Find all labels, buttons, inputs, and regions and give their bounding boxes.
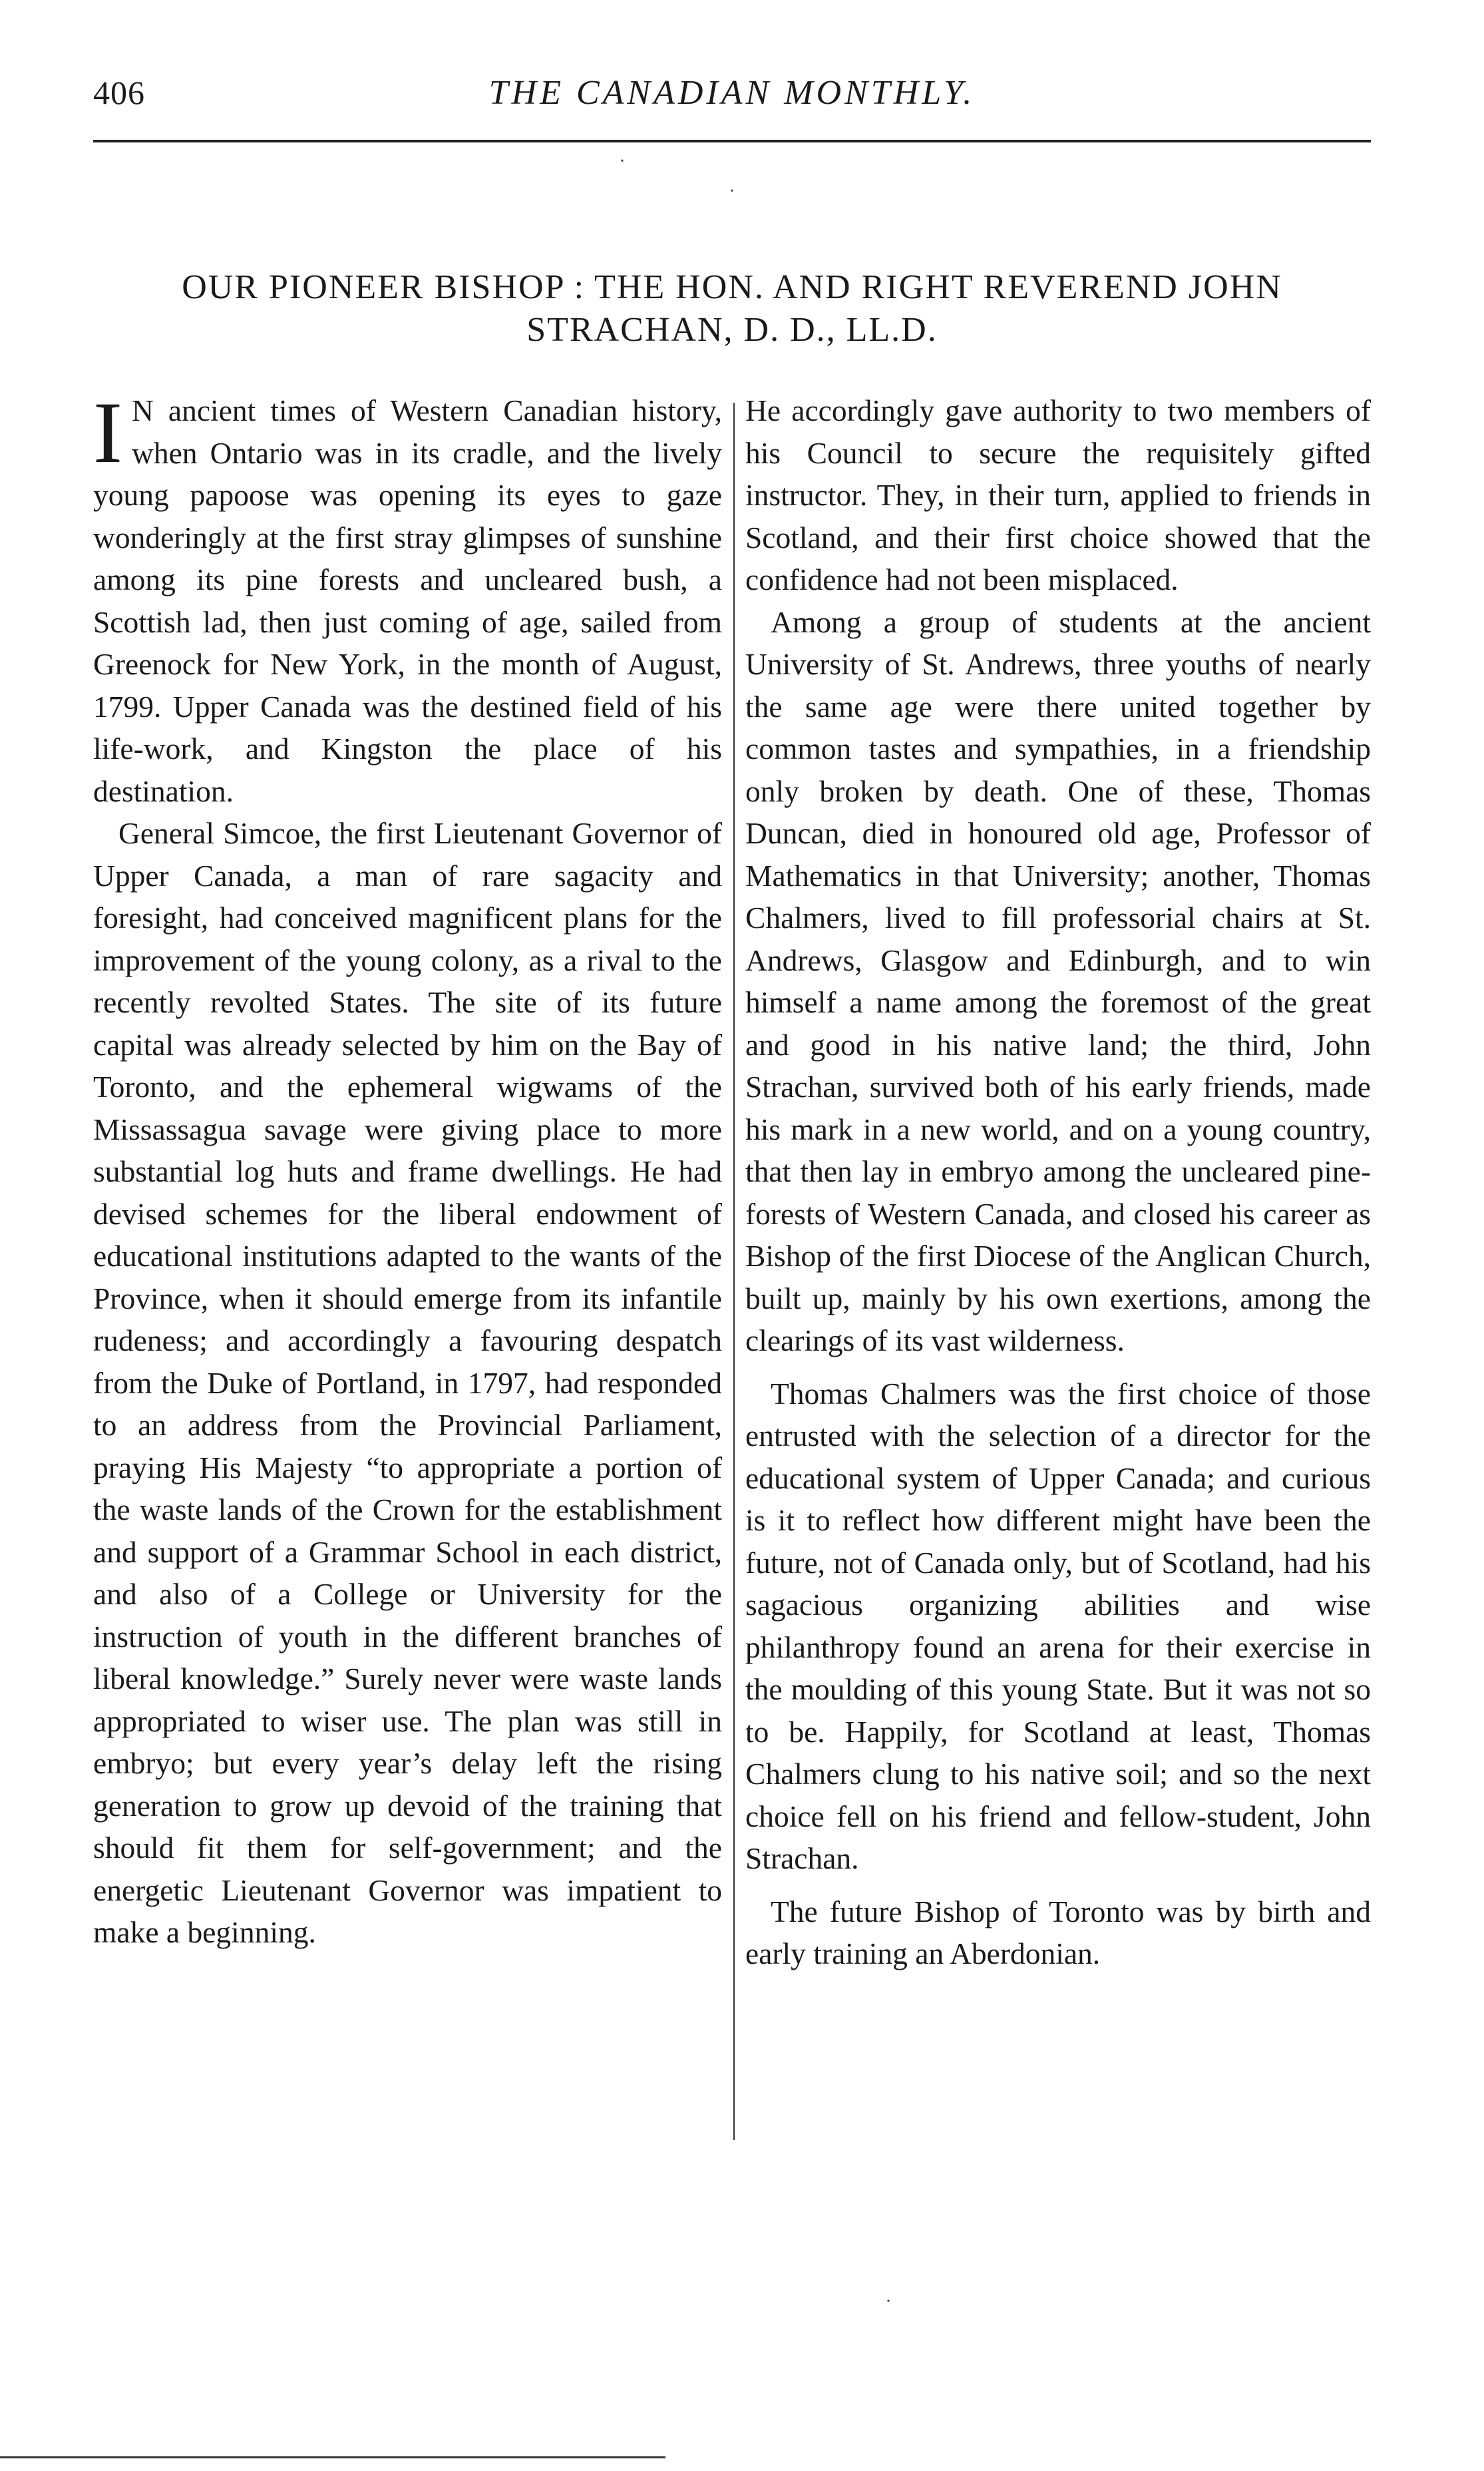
print-speck: ·: [885, 2290, 892, 2312]
column-divider: [733, 403, 735, 2140]
paragraph: [93, 383, 722, 812]
journal-title: THE CANADIAN MONTHLY.: [488, 74, 976, 112]
drop-cap: I: [93, 383, 122, 481]
left-column: [93, 383, 722, 1954]
running-head: [93, 73, 1371, 126]
paragraph: Thomas Chalmers was the first choice of those entrusted with the selection of a director for the educational system of Upper Canada; and curious is it to reflect how different might have been the future, not of Canada only, but of Scotland, had his sagacious organizing abilities and wise philanthropy found an arena for their exercise in the moulding of this young State. But it was not so to be. Happily, for Scotland at least, Thomas Chalmers clung to his native soil; and so the next choice fell on his friend and fellow-student, John Strachan.: [745, 1376, 1371, 1875]
page-number: 406: [93, 74, 145, 111]
paragraph: Among a group of students at the ancient University of St. Andrews, three youths of nearly the same age were there united together by common tastes and sympathies, in a friendship only broken by death. One of these, Thomas Duncan, died in honoured old age, Professor of Mathematics in that University; another, Thomas Chalmers, lived to fill professorial chairs at St. Andrews, Glasgow and Edinburgh, and to win himself a name among the foremost of the great and good in his native land; the third, John Strachan, survived both of his early friends, made his mark in a new world, and on a young country, that then lay in embryo among the uncleared pine-forests of Western Canada, and closed his career as Bishop of the first Diocese of the Anglican Church, built up, mainly by his own exertions, among the clearings of its vast wilderness.: [745, 604, 1371, 1357]
article-title-line-1: OUR PIONEER BISHOP : THE HON. AND RIGHT REVEREND JOHN: [182, 268, 1282, 306]
paragraph-text: N ancient times of Western Canadian history, when Ontario was in its cradle, and the lively young papoose was opening its eyes to gaze wonderingly at the first stray glimpses of sunshine among its pine forests and uncleared bush, a Scottish lad, then just coming of age, sailed from Greenock for New York, in the month of August, 1799. Upper Canada was the destined field of his life-work, and Kingston the place of his destination.: [93, 393, 722, 808]
right-column: [745, 389, 1371, 1975]
article-title: [93, 266, 1371, 351]
print-speck: ·: [729, 180, 735, 202]
paragraph: The future Bishop of Toronto was by birth and early training an Aberdonian.: [745, 1894, 1371, 1970]
article-body: [93, 383, 1371, 2147]
article-title-line-2: STRACHAN, D. D., LL.D.: [526, 311, 938, 349]
header-rule: [93, 140, 1371, 142]
paragraph: General Simcoe, the first Lieutenant Governor of Upper Canada, a man of rare sagacity and foresight, had conceived magnificent plans for the improvement of the young colony, as a rival to the recently revolted States. The site of its future capital was already selected by him on the Bay of Toronto, and the ephemeral wigwams of the Missassagua savage were giving place to more substantial log huts and frame dwellings. He had devised schemes for the liberal endowment of educational institutions adapted to the wants of the Province, when it should emerge from its infantile rudeness; and accordingly a favouring despatch from the Duke of Portland, in 1797, had responded to an address from the Provincial Parliament, praying His Majesty “to appropriate a portion of the waste lands of the Crown for the establishment and support of a Grammar School in each district, and also of a College or University for the instruction of youth in the different branches of liberal knowledge.” Surely never were waste lands appropriated to wiser use. The plan was still in embryo; but every year’s delay left the rising generation to grow up devoid of the training that should fit them for self-government; and the energetic Lieutenant Governor was impatient to make a beginning.: [93, 816, 722, 1949]
print-speck: ·: [619, 150, 626, 172]
page-bottom-edge: [0, 2456, 665, 2458]
paragraph: He accordingly gave authority to two members of his Council to secure the requisitely gifted instructor. They, in their turn, applied to friends in Scotland, and their first choice showed that the confidence had not been misplaced.: [745, 393, 1371, 596]
